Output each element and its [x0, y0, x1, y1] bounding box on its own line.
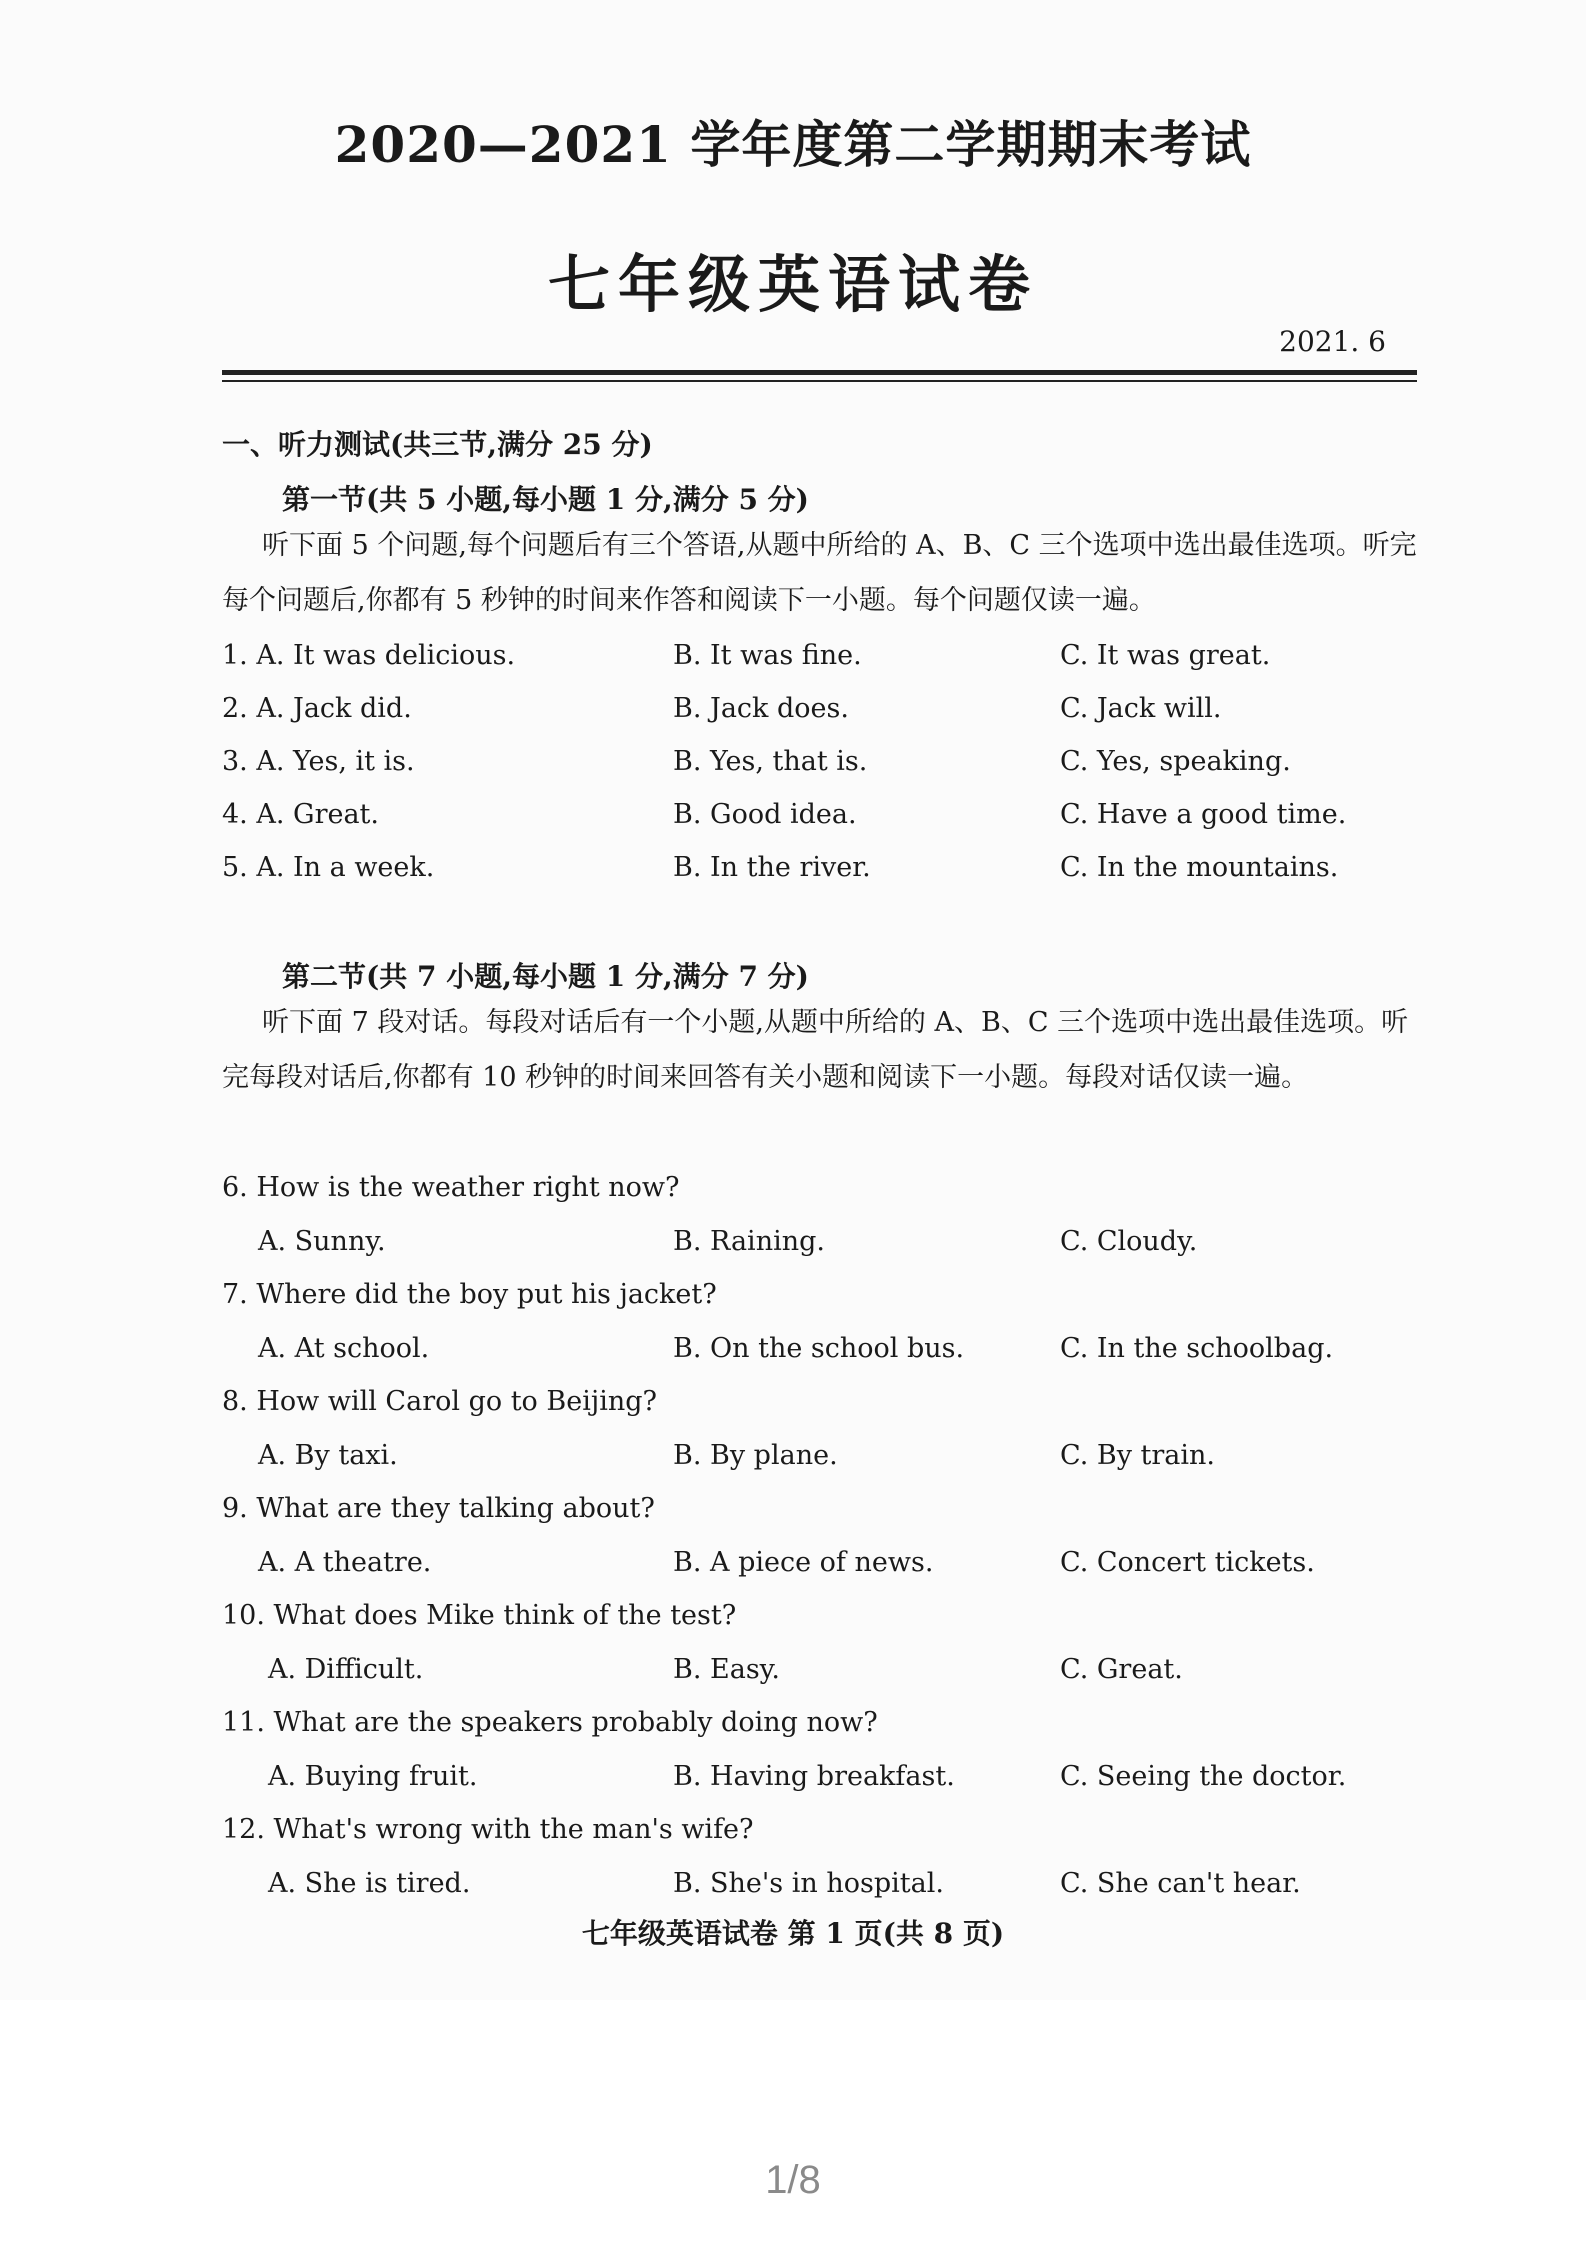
question-row-2 [0, 693, 1586, 733]
question-9-text: 9. What are they talking about? [222, 1493, 655, 1524]
option-c: C. Concert tickets. [1060, 1547, 1315, 1578]
option-c: C. She can't hear. [1060, 1868, 1301, 1899]
option-a: A. By taxi. [258, 1440, 398, 1471]
header-rule-thick [222, 370, 1417, 375]
option-c: C. In the mountains. [1060, 852, 1339, 883]
option-c: C. It was great. [1060, 640, 1271, 671]
section1-instruction: 听下面 5 个问题,每个问题后有三个答语,从题中所给的 A、B、C 三个选项中选出最佳选项。听完每个问题后,你都有 5 秒钟的时间来作答和阅读下一小题。每个问题仅读一遍。 [222, 530, 1417, 616]
question-6-text: 6. How is the weather right now? [222, 1172, 680, 1203]
option-b: B. Raining. [673, 1226, 825, 1257]
question-row-4 [0, 799, 1586, 839]
question-7-text: 7. Where did the boy put his jacket? [222, 1279, 717, 1310]
option-b: B. A piece of news. [673, 1547, 934, 1578]
exam-title: 2020—2021 学年度第二学期期末考试 [334, 115, 1252, 174]
header-rule-thin [222, 380, 1417, 382]
option-a: A. Buying fruit. [268, 1761, 478, 1792]
section1-heading: 第一节(共 5 小题,每小题 1 分,满分 5 分) [282, 483, 809, 516]
option-b: B. Good idea. [673, 799, 857, 830]
question-10-text: 10. What does Mike think of the test? [222, 1600, 737, 1631]
exam-date: 2021. 6 [1279, 325, 1386, 358]
option-b: B. Easy. [673, 1654, 780, 1685]
question-row-1 [0, 640, 1586, 680]
option-a: 1. A. It was delicious. [222, 640, 516, 671]
option-c: C. Cloudy. [1060, 1226, 1198, 1257]
question-9-options [0, 1547, 1586, 1587]
question-8-text: 8. How will Carol go to Beijing? [222, 1386, 657, 1417]
page-indicator: 1/8 [765, 2158, 821, 2202]
question-10-options [0, 1654, 1586, 1694]
option-b: B. Jack does. [673, 693, 849, 724]
option-b: B. On the school bus. [673, 1333, 965, 1364]
option-a: 3. A. Yes, it is. [222, 746, 415, 777]
question-row-5 [0, 852, 1586, 892]
option-c: C. Have a good time. [1060, 799, 1347, 830]
option-c: C. Yes, speaking. [1060, 746, 1291, 777]
option-c: C. Seeing the doctor. [1060, 1761, 1347, 1792]
question-row-3 [0, 746, 1586, 786]
option-a: 4. A. Great. [222, 799, 379, 830]
option-c: C. Great. [1060, 1654, 1183, 1685]
option-a: A. Sunny. [258, 1226, 386, 1257]
option-b: B. She's in hospital. [673, 1868, 944, 1899]
option-b: B. In the river. [673, 852, 871, 883]
page-footer: 七年级英语试卷 第 1 页(共 8 页) [581, 1917, 1005, 1950]
option-c: C. By train. [1060, 1440, 1215, 1471]
part1-heading: 一、听力测试(共三节,满分 25 分) [222, 428, 653, 461]
question-7-options [0, 1333, 1586, 1373]
question-11-text: 11. What are the speakers probably doing now? [222, 1707, 878, 1738]
option-b: B. Having breakfast. [673, 1761, 955, 1792]
option-c: C. In the schoolbag. [1060, 1333, 1334, 1364]
option-a: A. She is tired. [268, 1868, 471, 1899]
option-a: A. At school. [258, 1333, 430, 1364]
exam-subtitle: 七年级英语试卷 [547, 248, 1038, 321]
option-a: A. Difficult. [268, 1654, 424, 1685]
option-a: 5. A. In a week. [222, 852, 435, 883]
option-b: B. Yes, that is. [673, 746, 868, 777]
option-b: B. By plane. [673, 1440, 838, 1471]
option-a: A. A theatre. [258, 1547, 432, 1578]
question-8-options [0, 1440, 1586, 1480]
option-b: B. It was fine. [673, 640, 862, 671]
section2-heading: 第二节(共 7 小题,每小题 1 分,满分 7 分) [282, 960, 809, 993]
question-11-options [0, 1761, 1586, 1801]
option-a: 2. A. Jack did. [222, 693, 412, 724]
option-c: C. Jack will. [1060, 693, 1222, 724]
question-6-options [0, 1226, 1586, 1266]
question-12-text: 12. What's wrong with the man's wife? [222, 1814, 754, 1845]
section2-instruction: 听下面 7 段对话。每段对话后有一个小题,从题中所给的 A、B、C 三个选项中选出最佳选项。听完每段对话后,你都有 10 秒钟的时间来回答有关小题和阅读下一小题。每段对话仅读一遍。 [222, 1007, 1409, 1093]
question-12-options [0, 1868, 1586, 1908]
